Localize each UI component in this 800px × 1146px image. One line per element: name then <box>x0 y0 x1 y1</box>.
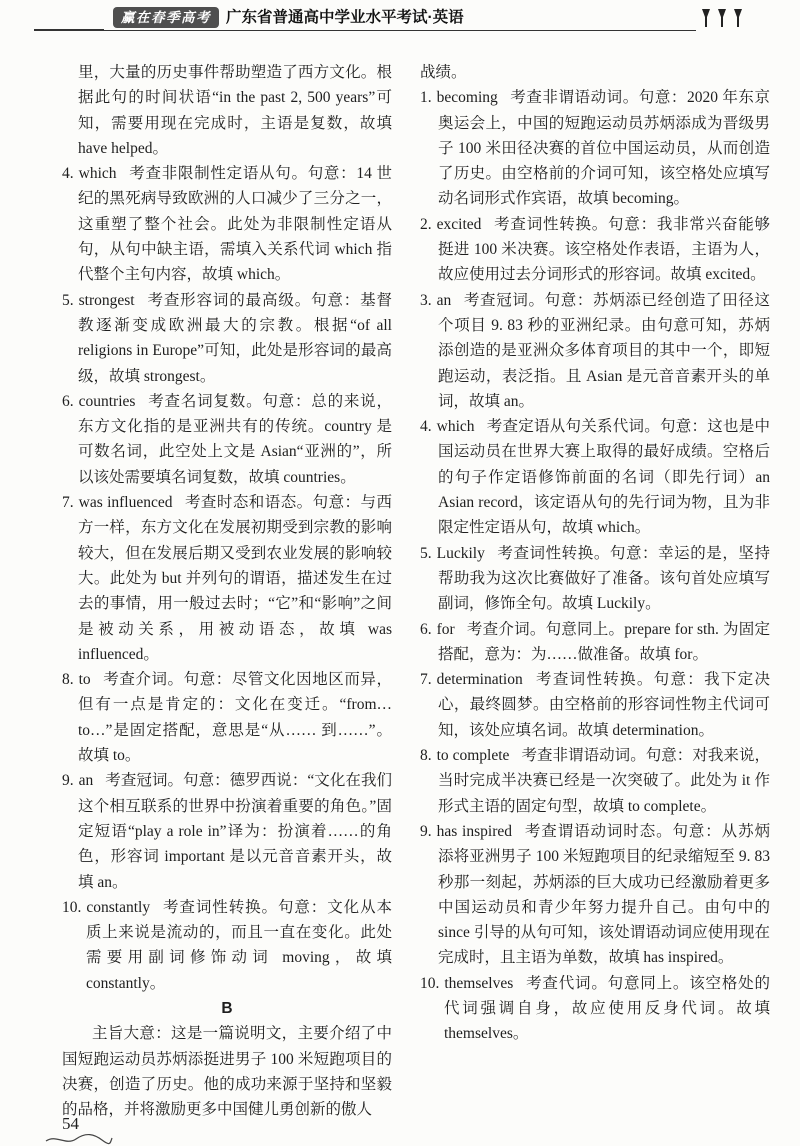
item-explanation: 考查介词。句意同上。prepare for sth. 为固定搭配，意为：为……做准备。故填 for。 <box>438 620 770 663</box>
item-explanation: 考查代词。句意同上。该空格处的代词强调自身，故应使用反身代词。故填 themselves。 <box>444 974 770 1043</box>
item-explanation: 考查冠词。句意：德罗西说：“文化在我们这个相互联系的世界中扮演着重要的角色。”固定短语“play a role in”译为：扮演着……的角色，形容词 important 是以元音音素开头，故填 an。 <box>78 772 392 891</box>
item-number: 3. <box>420 291 432 309</box>
item-answer: Luckily <box>436 544 485 562</box>
answer-item <box>420 819 770 971</box>
item-explanation: 考查名词复数。句意：总的来说，东方文化指的是亚洲共有的传统。country 是可数名词，此空处上文是 Asian“亚洲的”，所以该处需要填名词复数，故填 countries。 <box>78 392 392 486</box>
answer-item <box>62 895 392 996</box>
page-number: 54 <box>62 1114 79 1133</box>
main-idea-paragraph: 主旨大意：这是一篇说明文，主要介绍了中国短跑运动员苏炳添挺进男子 100 米短跑项目的决赛，创造了历史。他的成功来源于坚持和坚毅的品格，并将激励更多中国健儿勇创新的傲人 <box>62 1025 392 1119</box>
item-number: 9. <box>62 772 74 790</box>
item-answer: becoming <box>436 89 498 107</box>
item-answer: constantly <box>86 898 151 916</box>
header-rule-accent <box>34 29 104 31</box>
answer-item <box>62 389 392 490</box>
pin-icon <box>699 8 747 28</box>
right-column <box>420 60 770 1047</box>
item-answer: strongest <box>78 291 135 309</box>
item-explanation: 考查非谓语动词。句意：2020 年东京奥运会上，中国的短跑运动员苏炳添成为晋级男子 100 米田径决赛的首位中国运动员，从而创造了历史。由空格前的介词可知，该空格处应填写动名词形式作宾语，故填 becoming。 <box>438 89 770 208</box>
item-answer: themselves <box>444 974 514 992</box>
item-explanation: 考查词性转换。句意：文化从本质上来说是流动的，而且一直在变化。此处需要用副词修饰动词 moving，故填 constantly。 <box>86 898 392 992</box>
item-answer: which <box>78 165 117 183</box>
item-answer: to complete <box>436 747 510 765</box>
item-explanation: 考查词性转换。句意：我下定决心，最终圆梦。由空格前的形容词性物主代词可知，该处应填名词。故填 determination。 <box>438 671 770 739</box>
continued-explanation: 里，大量的历史事件帮助塑造了西方文化。根据此句的时间状语“in the past 2, 500 years”可知，需要用现在完成时，主语是复数，故填 have helped。 <box>78 64 392 157</box>
item-number: 1. <box>420 89 432 107</box>
running-title: 广东省普通高中学业水平考试·英语 <box>226 9 464 26</box>
item-answer: an <box>78 772 94 790</box>
item-explanation: 考查词性转换。句意：幸运的是，坚持帮助我为这次比赛做好了准备。该句首处应填写副词，修饰全句。故填 Luckily。 <box>438 544 770 613</box>
item-number: 4. <box>420 418 432 436</box>
item-answer: to <box>78 671 91 689</box>
header-rule <box>34 30 696 31</box>
answer-item <box>420 971 770 1047</box>
main-idea-continuation: 战绩。 <box>420 64 467 81</box>
item-number: 7. <box>62 494 74 512</box>
series-logo: 赢在春季高考 <box>113 7 219 28</box>
item-number: 7. <box>420 671 432 689</box>
item-number: 6. <box>420 620 432 638</box>
item-explanation: 考查非谓语动词。句意：对我来说，当时完成半决赛已经是一次突破了。此处为 it 作形式主语的固定句型，故填 to complete。 <box>438 747 770 815</box>
item-explanation: 考查定语从句关系代词。句意：这也是中国运动员在世界大赛上取得的最好成绩。空格后的句子作定语修饰前面的名词（即先行词）an Asian record，该定语从句的先行词为物，且为非限定性定语从句，故填 which。 <box>438 418 770 537</box>
decorative-swirl-icon <box>44 1132 114 1146</box>
answer-item <box>62 667 392 768</box>
item-number: 5. <box>62 291 74 309</box>
answer-item <box>62 288 392 389</box>
item-explanation: 考查词性转换。句意：我非常兴奋能够挺进 100 米决赛。该空格处作表语，主语为人，故应使用过去分词形式的形容词。故填 excited。 <box>438 215 770 284</box>
section-heading: B <box>221 999 233 1017</box>
item-answer: for <box>436 620 455 638</box>
answer-item <box>420 288 770 414</box>
item-number: 8. <box>420 747 432 765</box>
item-number: 5. <box>420 544 432 562</box>
left-column <box>62 60 392 1122</box>
item-answer: excited <box>436 215 482 233</box>
item-answer: determination <box>436 671 523 689</box>
item-number: 6. <box>62 392 74 410</box>
item-number: 9. <box>420 822 432 840</box>
item-number: 10. <box>420 974 440 992</box>
answer-item <box>420 85 770 211</box>
answer-item <box>62 768 392 894</box>
item-number: 10. <box>62 898 82 916</box>
item-number: 8. <box>62 671 74 689</box>
answer-item <box>420 541 770 617</box>
item-explanation: 考查冠词。句意：苏炳添已经创造了田径这个项目 9. 83 秒的亚洲纪录。由句意可知，苏炳添创造的是亚洲众多体育项目的其中一个，即短跑运动，表泛指。且 Asian 是元音音素开头的单词，故填 an。 <box>438 291 770 410</box>
item-explanation: 考查介词。句意：尽管文化因地区而异，但有一点是肯定的：文化在变迁。“from…to…”是固定搭配，意思是“从…… 到……”。故填 to。 <box>78 671 392 765</box>
answer-item <box>62 490 392 667</box>
item-explanation: 考查时态和语态。句意：与西方一样，东方文化在发展初期受到宗教的影响较大，但在发展后期又受到农业发展的影响较大。此处为 but 并列句的谓语，描述发生在过去的事情，用一般过去时；“它”和“影响”之间是被动关系，用被动语态，故填 was influenced。 <box>78 494 392 663</box>
item-answer: countries <box>78 392 136 410</box>
item-explanation: 考查形容词的最高级。句意：基督教逐渐变成欧洲最大的宗教。根据“of all religions in Europe”可知，此处是形容词的最高级，故填 strongest。 <box>78 291 392 385</box>
item-number: 4. <box>62 165 74 183</box>
answer-item <box>420 414 770 540</box>
answer-item <box>420 667 770 743</box>
item-explanation: 考查谓语动词时态。句意：从苏炳添将亚洲男子 100 米短跑项目的纪录缩短至 9. 83 秒那一刻起，苏炳添的巨大成功已经激励着更多中国运动员和青少年努力提升自己。由句中的 since 引导的从句可知，该处谓语动词应使用现在完成时，且主语为单数，故填 has inspired。 <box>438 822 770 967</box>
item-answer: an <box>436 291 452 309</box>
item-number: 2. <box>420 215 432 233</box>
item-answer: which <box>436 418 475 436</box>
answer-item <box>420 617 770 668</box>
item-answer: was influenced <box>78 494 173 512</box>
item-explanation: 考查非限制性定语从句。句意：14 世纪的黑死病导致欧洲的人口减少了三分之一，这重塑了整个社会。此处为非限制性定语从句，从句中缺主语，需填入关系代词 which 指代整个主句内容，故填 which。 <box>78 165 392 284</box>
answer-item <box>62 161 392 287</box>
item-answer: has inspired <box>436 822 512 840</box>
answer-item <box>420 212 770 288</box>
answer-item <box>420 743 770 819</box>
